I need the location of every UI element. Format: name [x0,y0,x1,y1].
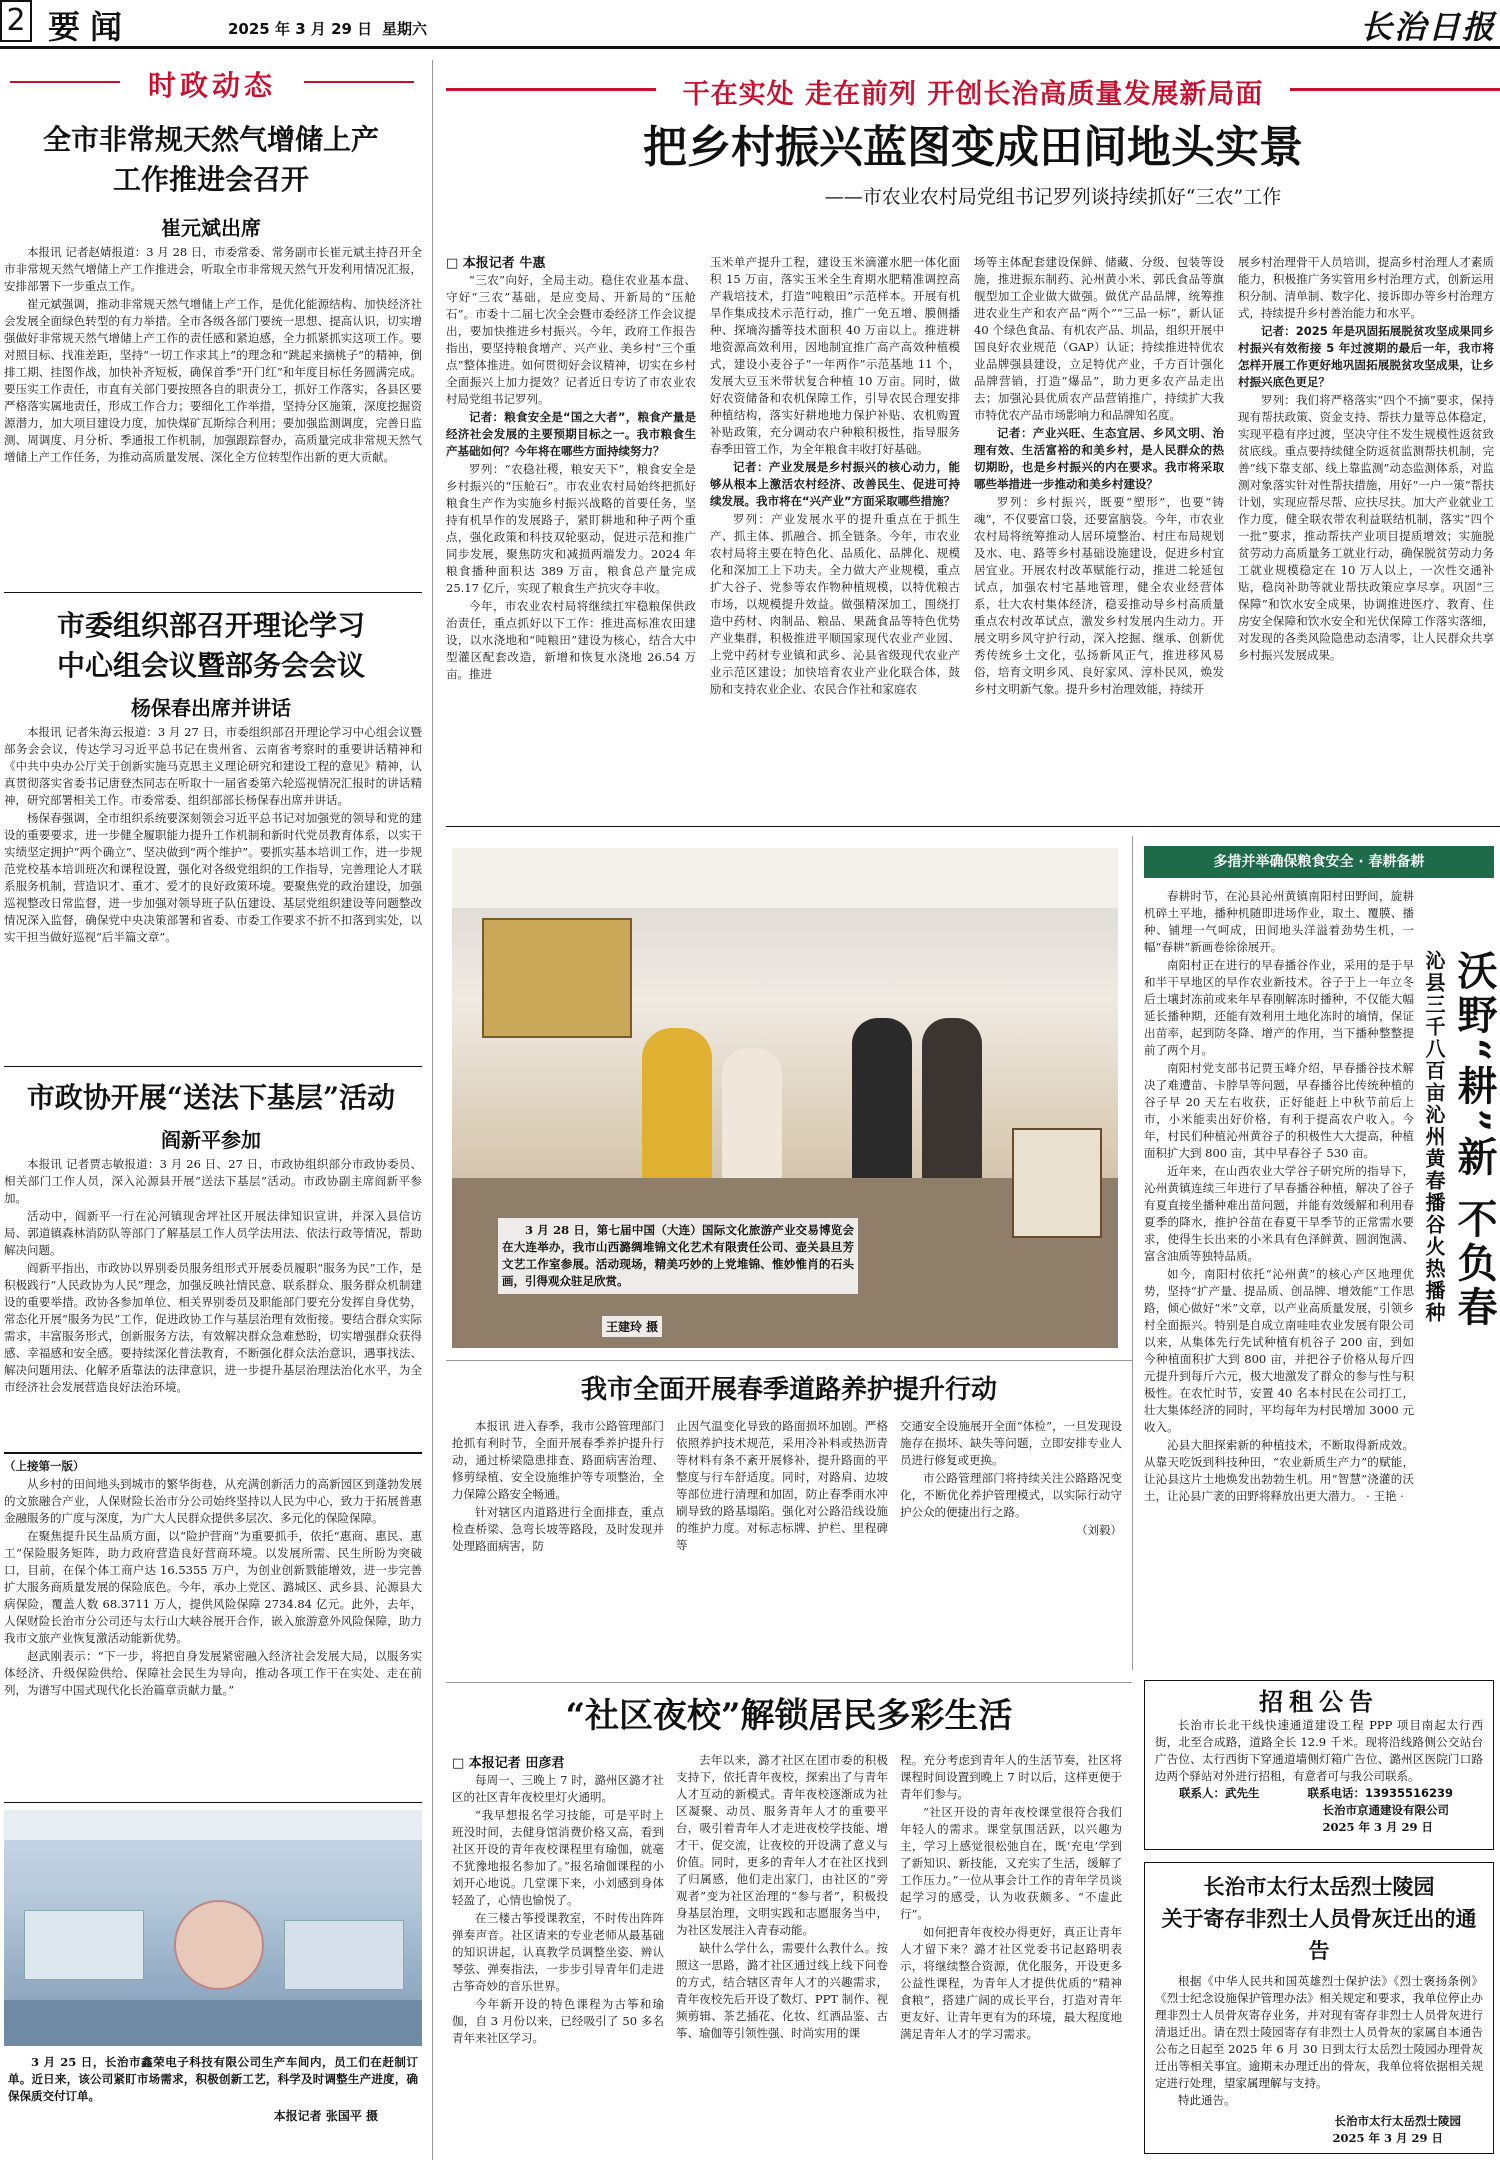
article2-title [0,606,422,686]
article3-para: 本报讯 记者贾志敏报道：3 月 26 日、27 日，市政协组织部分市政协委员、相关部门工作人员，深入沁源县开展“送法下基层”活动。市政协副主席阎新平参加。 [4,1157,422,1205]
article1-title [0,120,422,200]
feature-para: 罗列：我们将严格落实“四个不摘”要求，保持现有帮扶政策、资金支持、帮扶力量等总体稳定，实现平稳有序过渡，坚决守住不发生规模性返贫致贫底线。重点要持续健全防返贫监测帮扶机制，完善“线下靠支部、线上靠监测”动态监测体系，对监测对象落实针对性帮扶措施，用好“一户一策”帮扶计划，实现应帮尽帮、应扶尽扶。加大产业就业工作力度，健全联农带农利益联结机制，落实“四个一批”要求，推动帮扶产业项目提质增效；实施脱贫劳动力高质量务工就业行动，确保脱贫劳动力务工就业规模稳定在 10 万人以上，一次性交通补贴，稳岗补助等就业帮扶政策应享尽享。巩固“三保障”和饮水安全成果，协调推进医疗、教育、住房安全保障和饮水安全和光伏保障工作落实落细，对发现的各类风险隐患动态清零，让人民群众共享乡村振兴发展成果。 [1238,393,1494,662]
night-para: “社区开设的青年夜校课堂很符合我们年轻人的需求。课堂氛围活跃，以兴趣为主，学习上感觉很松弛自在，既‘充电’学到了新知识、新技能，又充实了生活，缓解了工作压力。”一位从事会计工作的青年学员谈起学习的感受，认为收获颇多、“不虚此行”。 [900,1805,1122,1921]
expo-photo-credit: 王建玲 摄 [602,1316,662,1337]
header-rule [0,46,1500,49]
article3-para: 阎新平指出，市政协以界别委员服务组形式开展委员履职“服务为民”工作，是积极践行“人民政协为人民”理念，加强反映社情民意、联系群众、服务群众机制建设的重要举措。政协各参加单位、相关界别委员及职能部门要充分发挥自身优势，常态化开展“服务为民”工作，促进政协工作与基层治理有效衔接。要结合群众实际需求，丰富服务形式，创新服务方法，有效解决群众急难愁盼，切实增强群众获得感、幸福感和安全感。要持续深化普法教育，不断强化群众法治意识，遇事找法、解决问题用法、化解矛盾靠法的法律意识，进一步提升基层治理法治化水平，为全市经济社会发展营造良好法治环境。 [4,1261,422,1394]
rental-company: 长治市京通建设有限公司 [1322,1803,1449,1817]
feature-question: 记者：2025 年是巩固拓展脱贫攻坚成果同乡村振兴有效衔接 5 年过渡期的最后一年，我市将怎样开展工作更好地巩固拓展脱贫攻坚成果，让乡村振兴底色更足？ [1238,324,1494,389]
column-divider-left [432,60,433,2160]
article1-title-line2: 工作推进会召开 [112,163,309,196]
page-header [0,0,1500,46]
page-number-box: 2 [0,0,32,42]
feature-para: 罗列：产业发展水平的提升重点在于抓生产、抓主体、抓融合、抓全链条。今年，市农业农村局将主要在特色化、品质化、品牌化、规模化和深加工上下功夫。全力做大产业规模，重点扩大谷子、党参等农作物种植规模，以特优粮古市场，以规模提升效益。做强精深加工，围绕打造中药材、肉制品、粮品、果蔬食品等特色优势产业集群，积极推进平顺国家现代农业产业园、上党中药材专业镇和武乡、沁县省级现代农业产业示范区建设；加快培育农业产业化联合体，鼓励和支持农业企业、农民合作社和家庭农 [710,512,960,696]
article3-body [4,1156,422,1446]
article3-title: 市政协开展“送法下基层”活动 [26,1081,396,1114]
feature-bottom-rule [446,826,1500,827]
spring-vertical-subtitle: 沁县三千八百亩沁州黄春播谷火热播种 [1422,950,1446,1324]
feature-para: 罗列：乡村振兴，既要“塑形”，也要“铸魂”，不仅要富口袋，还要富脑袋。今年，市农业农村局将统筹推动人居环境整治、村庄布局规划及水、电、路等乡村基础设施建设，促进乡村宜居宜业。开展农村改革赋能行动，推进二轮延包试点，加强农村宅基地管理，健全农业经营体系，壮大农村集体经济，稳妥推动导乡村高质量重点农村改革试点，激发乡村发展内生动力。开展文明乡风守护行动，深入挖掘、继承、创新优秀传统乡土文化，弘扬新风正气，推进移风易俗，培育文明乡风、良好家风、淳朴民风，焕发乡村文明新气象。提升乡村治理效能，持续开 [974,495,1224,696]
article1-para: 本报讯 记者赵婧报道：3 月 28 日，市委常委、常务副市长崔元斌主持召开全市非常规天然气增储上产工作推进会，听取全市非常规天然气开发利用情况汇报，安排部署下一步重点工作。 [4,245,422,293]
factory-machine [24,1910,144,1980]
road-para: 针对辖区内道路进行全面排查，重点检查桥梁、急弯长坡等路段，及时发现并处理路面病害，防 [452,1505,664,1553]
feature-col2 [710,254,960,820]
article2-title-line1: 市委组织部召开理论学习 [56,609,365,642]
cemetery-notice-note: 特此通告。 [1178,2093,1236,2107]
road-para: 止因气温变化导致的路面损坏加剧。严格依照养护技术规范，采用冷补料或热沥青等材料有条不紊开展修补，提升路面的平整度与行车舒适度。同时，对路肩、边坡等部位进行清理和加固，防止春季雨水冲刷导致的路基塌陷。强化对公路沿线设施的维护力度。对标志标牌、护栏、里程碑等 [676,1419,888,1552]
expo-ceiling [452,848,1118,908]
spring-para: 春耕时节，在沁县沁州黄镇南阳村田野间，旋耕机碎土平地，播种机随即进场作业，取土、覆膜、播种、铺埋一气呵成，田间地头洋溢着劲势生机，一幅“春耕”新画卷徐徐展开。 [1144,889,1414,954]
expo-stone-painting [1012,1128,1102,1238]
road-bottom-rule [446,1682,1132,1683]
divider-a2 [4,1066,422,1067]
road-title: 我市全面开展春季道路养护提升行动 [580,1375,997,1405]
night-para: 如何把青年夜校办得更好，真正让青年人才留下来？潞才社区党委书记赵路明表示，将继续整合资源，优化服务，开设更多公益性课程，为青年人才提供优质的“精神食粮”，搭建广阔的成长平台，打造对青年更友好、让青年更有为的环境，最大程度地满足青年人才的学习需求。 [900,1925,1122,2041]
road-col2 [676,1418,888,1614]
feature-para: 罗列：“农稳社稷，粮安天下”，粮食安全是乡村振兴的“压舱石”。市农业农村局始终把抓好粮食生产作为实施乡村振兴战略的首要任务，坚持有机旱作的发展路子，紧盯耕地和种子两个重点，强化政策和科技双轮驱动，促进示范和推广同步发展，聚焦防灾和减损两端发力。2024 年粮食播种面积达 389 万亩，粮食总产量完成 25.17 亿斤，实现了粮食生产抗灾夺丰收。 [446,462,696,595]
issue-weekday: 星期六 [382,20,428,38]
factory-worker [174,1900,264,1990]
feature-col4 [1238,254,1494,820]
expo-photo-caption: 3 月 28 日，第七届中国（大连）国际文化旅游产业交易博览会在大连举办，我市山西潞绸堆锦文化艺术有限责任公司、壶关县旦芳文艺工作室参展。活动现场，精美巧妙的上党堆锦、惟妙惟肖的石头画，引得观众驻足欣赏。 [498,1218,858,1294]
spring-para: 沁县大胆探索新的种植技术，不断取得新成效。从靠天吃饭到科技种田，“农业新质生产力”的赋能，让沁县这片土地焕发出勃勃生机。用“智慧”浇灌的沃土，让沁县广袤的田野将释放出更大潜力。 · 王艳 · [1144,1438,1414,1503]
feature-subtitle: ——市农业农村局党组书记罗列谈持续抓好“三农”工作 [824,186,1282,208]
expo-photo [452,848,1118,1348]
divider-a3 [4,1452,422,1454]
section-name: 要闻 [48,8,133,46]
road-para: 本报讯 进入春季，我市公路管理部门抢抓有利时节，全面开展春季养护提升行动，通过桥梁隐患排查、路面病害治理、修剪绿植、安全设施维护等专项整治，全力保障公路安全畅通。 [452,1419,664,1501]
article2-para: 杨保春强调，全市组织系统要深刻领会习近平总书记对加强党的领导和党的建设的重要要求，进一步健全履职能力提升工作机制和新时代党员教育体系，以实干实绩坚定拥护“两个确立”、坚决做到“两个维护”。要抓实基本培训工作，进一步规范党校基本培训班次和课程设置，强化对各级党组织的工作指导，完善理论人才联系服务机制，营造识才、重才、爱才的良好政策环境。要聚焦党的政治建设，加强巡视整改日常监督，进一步加强对领导班子队伍建设、基层党组织建设等问题整改情况深入监督，确保党中央决策部署和省委、市委工作要求不折不扣落到实处，以实干担当做好巡视“后半篇文章”。 [4,811,422,944]
road-para: 交通安全设施展开全面“体检”，一旦发现设施存在损坏、缺失等问题，立即安排专业人员进行修复或更换。 [900,1419,1122,1467]
expo-display-board [482,918,632,1038]
night-para: 在三楼古筝授课教室，不时传出阵阵弹奏声音。社区请来的专业老师从最基础的知识讲起，认真教学员调整坐姿、辨认琴弦、弹奏指法，一步步引导青年们走进古筝奇妙的音乐世界。 [452,1911,664,1993]
feature-title: 把乡村振兴蓝图变成田间地头实景 [643,122,1303,173]
rental-contact: 联系人：武先生 [1179,1786,1260,1800]
expo-bottom-rule [446,1360,1132,1361]
article1-para: 崔元斌强调，推动非常规天然气增储上产工作，是优化能源结构、加快经济社会发展全面绿色转型的有力举措。全市各级各部门要统一思想、提高认识，切实增强做好非常规天然气增储上产工作的责任感和紧迫感，全力抓紧抓实这项工作。要对照目标、找准差距，坚持“一切工作求其上”的理念和“跳起来摘桃子”的精神，倒排工期、挂图作战，加快补齐短板，确保首季“开门红”和年度目标任务圆满完成。要压实工作责任，市直有关部门要按照各自的职责分工，抓好工作落实，各县区要严格落实属地责任，形成工作合力；要细化工作举措，坚持分区施策，深度挖掘资源潜力，加大项目建设力度，加快煤矿瓦斯综合利用；要加强监测调度，完善日监测、周调度、月分析、季通报工作机制，加强跟踪督办，高质量完成非常规天然气增储上产工作任务，为推动高质量发展、深化全方位转型作出新的更大贡献。 [4,297,422,464]
article3-para: 活动中，阎新平一行在沁河镇现舍坪社区开展法律知识宣讲，并深入县信访局、郭道镇森林消防队等部门了解基层工作人员学法用法、依法行政等情况，帮助解决问题。 [4,1209,422,1257]
factory-photo-caption: 3 月 25 日，长治市鑫荣电子科技有限公司生产车间内，员工们在赶制订单。近日来，该公司紧盯市场需求，积极创新工艺，科学及时调整生产进度，确保保质交付订单。 [8,2055,418,2103]
expo-visitor-figure [852,1018,912,1198]
factory-floor [4,2000,422,2046]
cemetery-notice [1144,1862,1494,2154]
divider-a4 [4,1802,422,1803]
road-para: 市公路管理部门将持续关注公路路况变化，不断优化养护管理模式，以实际行动守护公众的便捷出行之路。 [900,1471,1122,1519]
spring-tag: 多措并举确保粮食安全 · 春耕备耕 [1144,846,1494,878]
feature-para: 玉米单产提升工程，建设玉米滴灌水肥一体化面积 15 万亩，落实玉米全生育期水肥精准调控高产栽培技术，打造“吨粮田”示范样本。开展有机旱作集成技术示范行动，推广一免五增、膜侧播种、探墒沟播等技术面积 40 万亩以上。推进耕地资源高效利用，因地制宜推广高产高效种植模式，建设小麦谷子“一年两作”示范基地 11 个，发展大豆玉米带状复合种植 10 万亩。同时，做好农资储备和农机保障工作，引导农民合理安排种植结构，落实好耕地地力保护补贴、农机购置补贴政策，充分调动农户种粮积极性，指导服务春季田管工作，为全年粮食丰收打好基础。 [710,255,960,456]
road-col1 [452,1418,664,1614]
divider-a1 [4,592,422,593]
feature-para: “三农”向好，全局主动。稳住农业基本盘、守好“三农”基础，是应变局、开新局的“压舱石”。市委十二届七次全会暨市委经济工作会议提出，要加快推进乡村振兴。今年，政府工作报告指出，要坚持粮食增产、兴产业、美乡村“三个重点”整体推进。如何贯彻好会议精神，切实在乡村全面振兴上加力提效？记者近日专访了市农业农村局党组书记罗列。 [446,273,696,406]
masthead-logo: 长治日报 [1360,8,1497,46]
feature-byline: □ 本报记者 牛惠 [446,256,546,271]
article4-body [4,1458,422,1798]
spring-para: 南阳村正在进行的早春播谷作业，采用的是于早和半干早地区的早作农业新技术。谷子于上一年立冬后土壤封冻前或来年早春刚解冻时播种，不仅能大幅延长播种期，还能有效利用土地化冻时的墒情，保证出苗率，起到防冬降、增产的作用，当下播种整整提前了两个月。 [1144,958,1414,1057]
road-col3 [900,1418,1122,1614]
cemetery-date: 2025 年 3 月 29 日 [1332,2131,1443,2145]
cemetery-notice-body: 根据《中华人民共和国英雄烈士保护法》《烈士褒扬条例》《烈士纪念设施保护管理办法》相关规定和要求，我单位停止办理非烈士人员骨灰寄存业务，并对现有寄存非烈士人员骨灰进行清退迁出。请在烈士陵园寄存有非烈士人员骨灰的家属自本通告公布之日起至 2025 年 6 月 30 日到太行太岳烈士陵园办理骨灰迁出等相关事宜。逾期未办理迁出的骨灰，我单位将依据相关规定进行处理，望家属理解与支持。 [1155,1974,1483,2090]
feature-col3 [974,254,1224,820]
rental-notice-body: 长治市长北干线快速通道建设工程 PPP 项目南起太行西街，北至合成路，道路全长 12.9 千米。现将沿线路侧公交站台广告位、太行西街下穿通道墙侧灯箱广告位、潞州区医院门口路边两个驿站对外进行招租，有意者可与我公司联系。 [1155,1718,1483,1783]
label-line-left [10,81,120,83]
issue-date: 2025 年 3 月 29 日 [228,20,373,38]
feature-para: 场等主体配套建设保鲜、储藏、分级、包装等设施，推进振东制药、沁州黄小米、郭氏食品等旗舰型加工企业做大做强。做优产品品牌，统筹推进农业生产和农产品“两个”“三品一标”，新认证 40 个绿色食品、有机农产品、圳品，组织开展中国良好农业规范（GAP）认证；持续推进特优农业品牌强县建设，立足特优产业，千方百计强化品牌营销，打造“爆品”，助力更多农产品走出去；加强沁县优质农产品营销推广，持续扩大我市特优农产品市场影响力和品牌知名度。 [974,255,1224,422]
factory-machine [284,1920,404,1990]
night-para: 程。充分考虑到青年人的生活节奏，社区将课程时间设置到晚上 7 时以后，这样更便于青年们参与。 [900,1753,1122,1801]
feature-question: 记者：产业发展是乡村振兴的核心动力，能够从根本上激活农村经济、改善民生、促进可持续发展。我市将在“兴产业”方面采取哪些措施？ [710,460,960,508]
rental-notice-title: 招租公告 [1259,1687,1379,1716]
article2-byline: 杨保春出席并讲话 [131,696,291,720]
spring-para: 近年来，在山西农业大学谷子研究所的指导下，沁州黄镇连续三年进行了早春播谷种植，解决了谷子有夏直接坐播种难出苗问题，并能有效缓解和利用春夏季的降水，推护谷苗在春夏干旱季节的正常需水要求，使得生长出来的小米具有色泽鲜黄、圆润饱满、富含油质等独特品质。 [1144,1164,1414,1263]
rental-notice [1144,1680,1494,1850]
article1-byline: 崔元斌出席 [161,216,261,240]
feature-question: 记者：粮食安全是“国之大者”，粮食产量是经济社会发展的主要预期目标之一。我市粮食生产基础如何？今年将在哪些方面持续努力？ [446,410,696,458]
road-author: （刘毅） [1076,1523,1122,1537]
rental-phone: 联系电话：13935516239 [1307,1786,1453,1800]
feature-para: 今年，市农业农村局将继续扛牢稳粮保供政治责任，重点抓好以下工作：推进高标准农田建设，以水浇地和“吨粮田”建设为核心，结合大中型灌区配套改造，新增和恢复水浇地 26.54 万亩。推进 [446,599,696,681]
section-label-text: 时政动态 [147,69,276,102]
feature-question: 记者：产业兴旺、生态宜居、乡风文明、治理有效、生活富裕的和美乡村，是人民群众的热切期盼，也是乡村振兴的内在要求。我市将采取哪些举措进一步推动和美乡村建设？ [974,426,1224,491]
rental-date: 2025 年 3 月 29 日 [1322,1820,1433,1834]
banner [446,70,1500,110]
article1-title-line1: 全市非常规天然气增储上产 [42,123,379,156]
article4-para: 在聚焦提升民生品质方面，以“险护营商”为重要抓手，依托“惠商、惠民、惠工”保险服务矩阵，助力政府营造良好营商环境。以发展所需、民生所盼为突破口，目前，在保个体工商户达 16.5355 万户，为创业创新戮能增效，进一步完善扩大服务商质量发展的保险底色。今年，承办上党区、潞城区、武乡县、沁源县大病保险，覆盖人数 68.3711 万人，提供风险保障 2734.84 亿元。此外，去年，人保财险长治市分公司还与太行山大峡谷展开合作，嵌入旅游意外风险保障，助力我市文旅产业恢复激活动能新优势。 [4,1529,422,1645]
night-col1 [452,1772,664,2160]
factory-photo [4,1810,422,2046]
banner-line-right [1290,88,1500,91]
expo-visitor-figure [722,1048,782,1198]
section-label [0,62,422,102]
night-para: 每周一、三晚上 7 时，潞州区潞才社区的社区青年夜校里灯火通明。 [452,1773,664,1804]
feature-para: 展乡村治理骨干人员培训，提高乡村治理人才素质能力，积极推广务实管用乡村治理方式，创新运用积分制、清单制、数字化、接诉即办等乡村治理方式，持续提升乡村善治能力和水平。 [1238,255,1494,320]
expo-visitor-figure [922,1018,982,1198]
cemetery-org: 长治市太行太岳烈士陵园 [1334,2114,1461,2128]
column-divider-right [1132,836,1133,1670]
cemetery-notice-title2: 关于寄存非烈士人员骨灰迁出的通告 [1161,1906,1477,1963]
factory-photo-credit: 本报记者 张国平 摄 [273,2109,378,2123]
expo-exhibitor-figure [642,1028,712,1198]
article4-para: 赵武刚表示：“下一步，将把自身发展紧密融入经济社会发展大局，以服务实体经济、升级保险供给、保障社会民生为导向，推动各项工作干在实处、走在前列，为谱写中国式现代化长治篇章贡献力量。” [4,1649,422,1697]
night-byline: □ 本报记者 田彦君 [452,1756,565,1771]
feature-col1 [446,272,696,820]
night-para: 缺什么学什么，需要什么教什么。按照这一思路，潞才社区通过线上线下问卷的方式，结合辖区青年人才的兴趣需求，青年夜校先后开设了数灯、PPT 制作、视频剪辑、茶艺插花、化妆、红酒品鉴、古筝、瑜伽等引领性强、时尚实用的课 [676,1941,888,2040]
night-col2 [676,1752,888,2160]
article2-title-line2: 中心组会议暨部务会会议 [56,649,365,682]
cemetery-notice-title1: 长治市太行太岳烈士陵园 [1203,1874,1435,1899]
article4-para: 从乡村的田间地头到城市的繁华街巷，从充满创新活力的高新园区到蓬勃发展的文旅融合产业，人保财险长治市分公司始终坚持以人民为中心，致力于拓展普惠金融服务的广度与深度，为广大人民群众提供多层次、多元化的保险保障。 [4,1477,422,1525]
night-para: 今年新开设的特色课程为古筝和瑜伽，自 3 月份以来，已经吸引了 50 多名青年来社区学习。 [452,1997,664,2045]
article2-para: 本报讯 记者朱海云报道：3 月 27 日，市委组织部召开理论学习中心组会议暨部务会会议，传达学习习近平总书记在贵州省、云南省考察时的重要讲话精神和《中共中央办公厅关于创新实施马克思主义理论研究和建设工程的意见》精神，认真贯彻落实省委书记唐登杰同志在听取十一届省委第六轮巡视情况汇报时的讲话精神，研究部署相关工作。市委常委、组织部部长杨保春出席并讲话。 [4,725,422,807]
continuation-label: （上接第一版） [4,1459,85,1473]
spring-vertical-title: 沃野“耕”新 不负春 [1451,950,1498,1330]
spring-article-body [1144,888,1414,1668]
night-col3 [900,1752,1122,2160]
spring-para: 如今，南阳村依托“沁州黄”的核心产区地理优势，坚持“扩产量、提品质、创品牌、增效能”工作思路，倾心做好“米”文章，以产业高质量发展，引领乡村全面振兴。特别是自成立南哇哇农业发展有限公司以来，从集体先行先试种植有机谷子 200 亩，到如今种植面积扩大到 800 亩，并把谷子价格从每斤四元提升到每斤六元，极大地激发了群众的参与性与积极性。在农忙时节，安置 40 名本村民在公司打工，壮大集体经济的同时，平均每年为村民增加 3000 元收入。 [1144,1267,1414,1434]
night-title: “社区夜校”解锁居民多彩生活 [565,1696,1013,1736]
article2-body [4,724,422,1060]
banner-text: 干在实处 走在前列 开创长治高质量发展新局面 [682,79,1264,110]
factory-ceiling [4,1810,422,1840]
label-line-right [304,81,414,83]
article3-byline: 阎新平参加 [161,1128,261,1152]
article1-body [4,244,422,584]
night-para: “我早想报名学习技能，可是平时上班没时间，去健身馆消费价格又高，看到社区开设的青年夜校课程里有瑜伽，就毫不犹豫地报名参加了。”报名瑜伽课程的小刘开心地说。几堂课下来，小刘感到身体轻盈了，心情也愉悦了。 [452,1808,664,1907]
spring-para: 南阳村党支部书记贾玉峰介绍，早春播谷技术解决了难遭苗、卡脖旱等问题，早春播谷比传统种植的谷子早 20 天左右收获，正好能赶上中秋节前后上市，小米能卖出好价格，有利于提高农户收入。今年，村民们种植沁州黄谷子的积极性大大提高，种植面积扩大到 800 亩，其中早春谷子 530 亩。 [1144,1061,1414,1160]
banner-line-left [446,88,656,91]
night-para: 去年以来，潞才社区在团市委的积极支持下，依托青年夜校，探索出了与青年人才互动的新模式。青年夜校逐渐成为社区凝聚、动员、服务青年人才的重要平台，吸引着青年人才走进夜校学技能、增才干、促交流，让夜校的开设满了意义与价值。同时，更多的青年人才在社区找到了归属感，他们走出家门，由社区的“旁观者”变为社区治理的“参与者”，积极投身基层治理，文明实践和志愿服务当中，为社区发展注入青春动能。 [676,1753,888,1937]
